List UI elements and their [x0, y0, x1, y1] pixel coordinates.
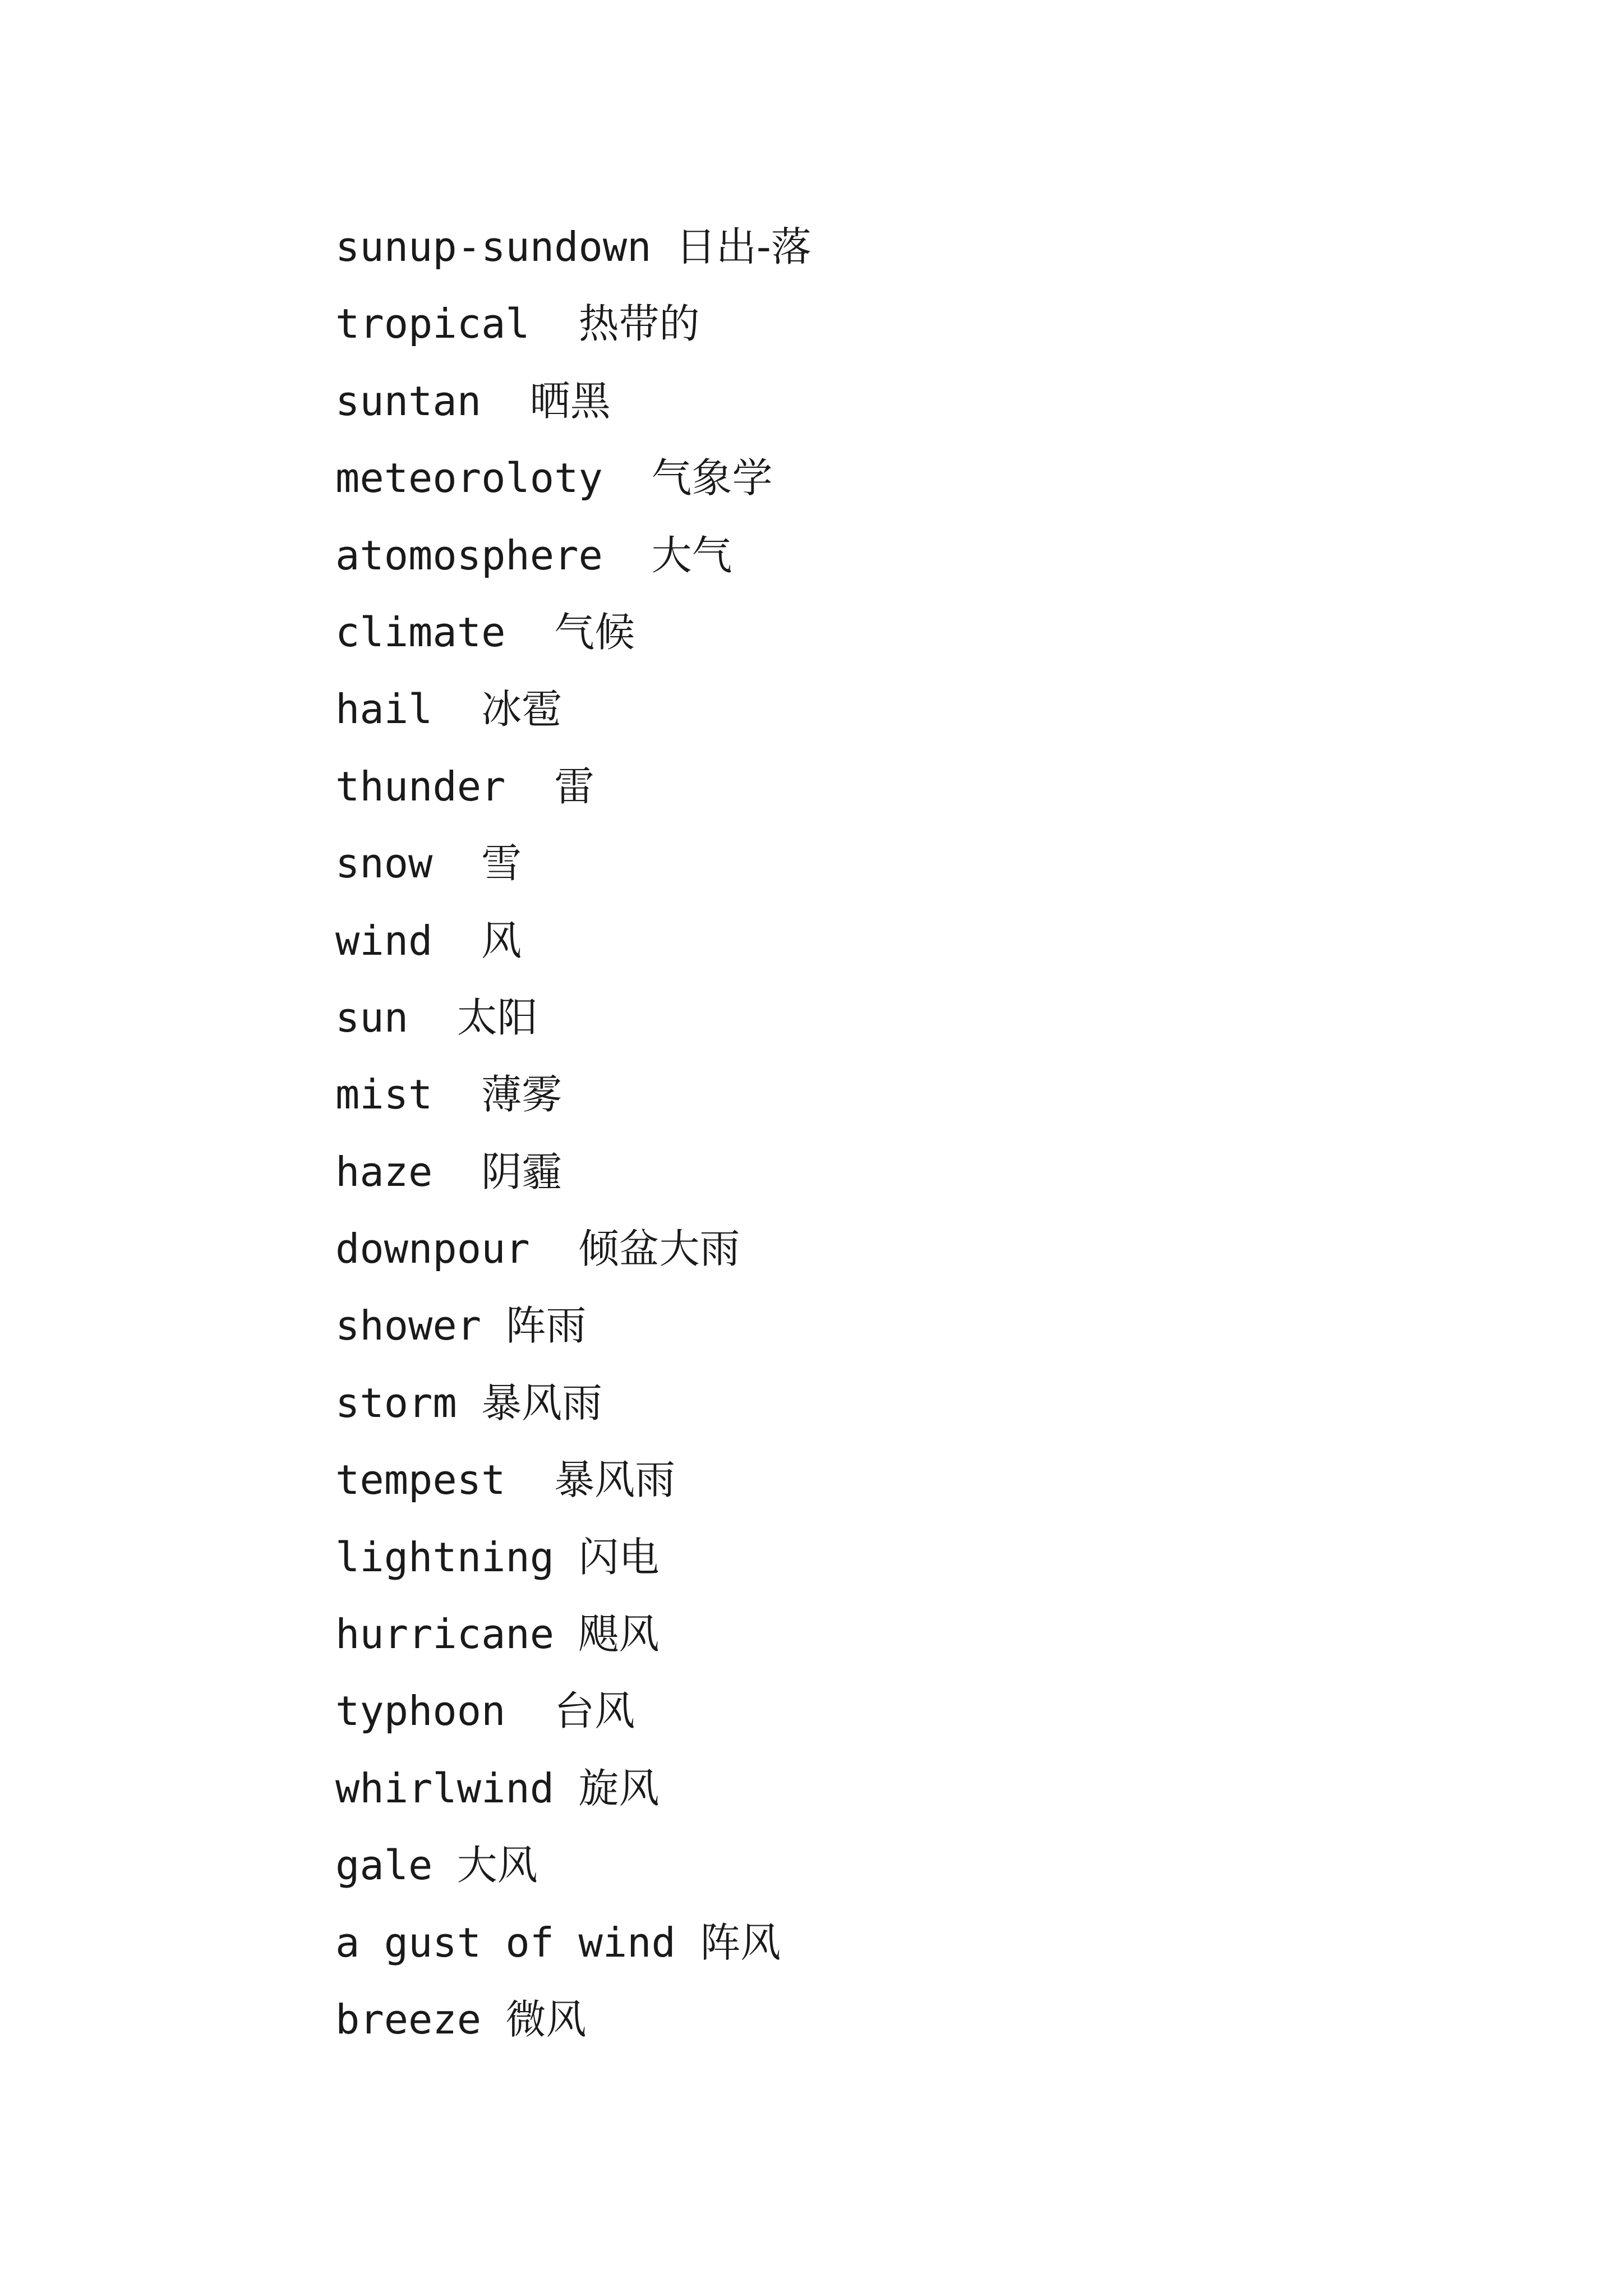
separator	[432, 1148, 481, 1195]
chinese-translation: 雪	[481, 840, 522, 887]
english-word: mist	[335, 1071, 433, 1119]
chinese-translation: 大气	[651, 531, 732, 579]
separator	[408, 994, 457, 1041]
chinese-translation: 晒黑	[529, 377, 611, 425]
vocab-entry	[335, 517, 811, 594]
chinese-translation: 台风	[554, 1687, 635, 1735]
vocab-entry	[335, 1827, 811, 1904]
chinese-translation: 闪电	[578, 1533, 660, 1581]
vocab-entry	[335, 1134, 811, 1211]
english-word: downpour	[335, 1225, 530, 1273]
separator	[432, 1071, 481, 1118]
vocab-entry	[335, 1442, 811, 1519]
separator	[603, 454, 652, 501]
vocab-entry	[335, 286, 811, 362]
vocab-entry	[335, 1673, 811, 1750]
chinese-translation: 暴风雨	[554, 1456, 676, 1504]
english-word: meteoroloty	[335, 454, 603, 502]
vocab-entry	[335, 594, 811, 671]
chinese-translation: 太阳	[457, 993, 538, 1041]
english-word: climate	[335, 608, 506, 656]
chinese-translation: 大风	[457, 1842, 538, 1889]
chinese-translation: 热带的	[578, 300, 700, 348]
vocab-entry	[335, 748, 811, 825]
english-word: gale	[335, 1842, 433, 1889]
vocab-entry	[335, 671, 811, 748]
english-word: a gust of wind	[335, 1918, 676, 1966]
separator	[603, 532, 652, 579]
separator	[530, 1225, 579, 1272]
separator	[676, 1919, 700, 1966]
english-word: thunder	[335, 762, 506, 810]
separator	[505, 763, 554, 810]
chinese-translation: 阴霾	[481, 1148, 562, 1195]
separator	[481, 1996, 505, 2043]
chinese-translation: 气象学	[651, 454, 773, 502]
english-word: breeze	[335, 1995, 482, 2043]
english-word: typhoon	[335, 1687, 506, 1735]
chinese-translation: 薄雾	[481, 1071, 562, 1119]
chinese-translation: 倾盆大雨	[578, 1225, 740, 1273]
vocab-entry	[335, 1365, 811, 1442]
english-word: tempest	[335, 1456, 506, 1504]
separator	[505, 1687, 554, 1734]
separator	[432, 1842, 457, 1889]
chinese-translation: 雷	[554, 762, 595, 810]
english-word: shower	[335, 1302, 482, 1350]
chinese-translation: 风	[481, 917, 522, 964]
english-word: suntan	[335, 377, 482, 425]
vocab-entry	[335, 1981, 811, 2058]
vocab-entry	[335, 1904, 811, 1981]
vocab-entry	[335, 979, 811, 1056]
vocab-entry	[335, 1519, 811, 1596]
separator	[457, 1379, 481, 1427]
separator	[554, 1765, 578, 1812]
vocab-entry	[335, 1750, 811, 1827]
separator	[481, 1302, 505, 1349]
separator	[505, 609, 554, 656]
chinese-translation: 暴风雨	[481, 1379, 603, 1427]
chinese-translation: 阵雨	[505, 1302, 587, 1350]
english-word: hurricane	[335, 1611, 555, 1658]
english-word: sunup-sundown	[335, 223, 652, 270]
vocab-entry	[335, 1596, 811, 1673]
vocab-entry	[335, 363, 811, 440]
english-word: wind	[335, 917, 433, 964]
separator	[432, 917, 481, 964]
vocab-entry	[335, 1056, 811, 1133]
english-word: tropical	[335, 300, 530, 348]
chinese-translation: 日出-落	[675, 223, 811, 270]
chinese-translation: 微风	[505, 1995, 587, 2043]
separator	[481, 378, 530, 425]
chinese-translation: 旋风	[578, 1764, 660, 1812]
chinese-translation: 气候	[554, 608, 635, 656]
vocab-entry	[335, 903, 811, 979]
separator	[505, 1456, 554, 1503]
english-word: whirlwind	[335, 1764, 555, 1812]
vocab-entry	[335, 209, 811, 286]
separator	[554, 1611, 578, 1658]
separator	[652, 223, 676, 270]
english-word: storm	[335, 1379, 457, 1427]
separator	[432, 685, 481, 733]
english-word: haze	[335, 1148, 433, 1195]
vocab-entry	[335, 1287, 811, 1364]
vocab-entry	[335, 825, 811, 902]
english-word: hail	[335, 685, 433, 733]
separator	[530, 300, 579, 347]
separator	[432, 840, 481, 887]
chinese-translation: 飓风	[578, 1611, 660, 1658]
english-word: sun	[335, 993, 409, 1041]
vocab-entry	[335, 440, 811, 517]
english-word: snow	[335, 840, 433, 887]
chinese-translation: 冰雹	[481, 685, 562, 733]
english-word: atomosphere	[335, 531, 603, 579]
vocabulary-list	[335, 209, 811, 2058]
separator	[554, 1534, 578, 1581]
vocab-entry	[335, 1211, 811, 1287]
chinese-translation: 阵风	[700, 1918, 781, 1966]
english-word: lightning	[335, 1533, 555, 1581]
